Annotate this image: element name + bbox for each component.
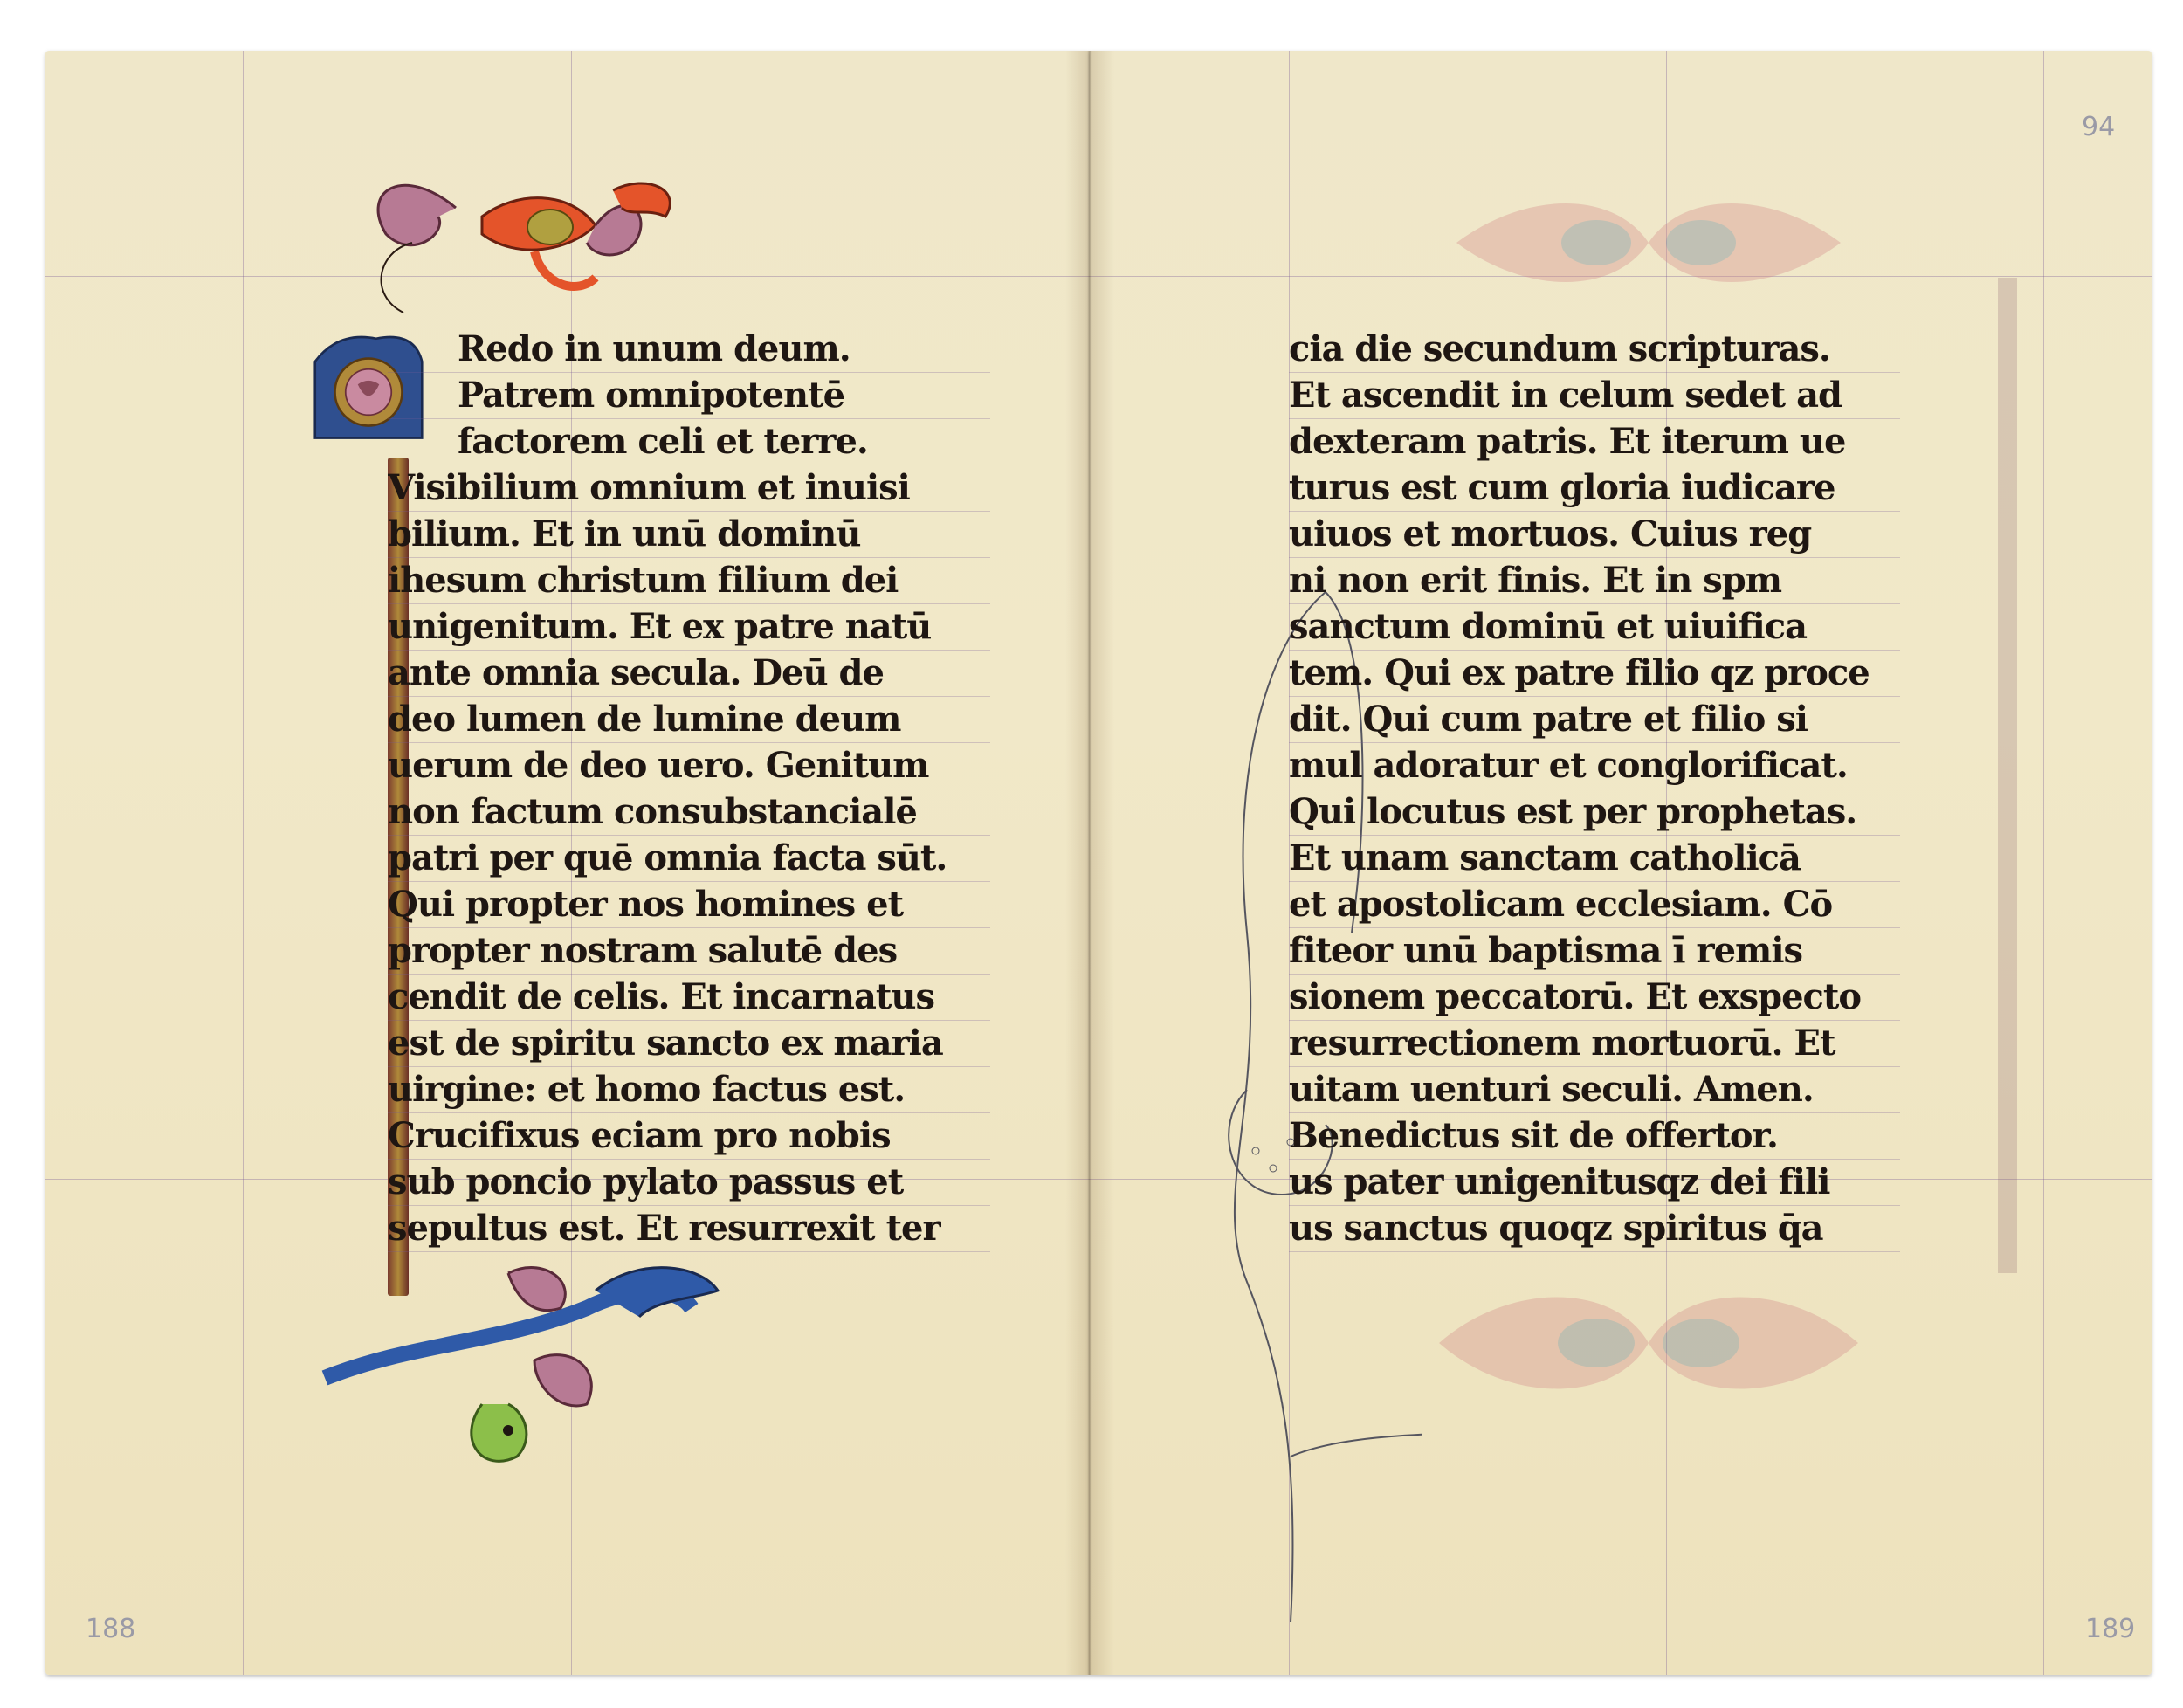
text-line: ni non erit finis. Et in spm bbox=[1289, 558, 1900, 604]
text-line: unigenitum. Et ex patre natū bbox=[388, 604, 990, 651]
text-line: us pater unigenitusqz dei fili bbox=[1289, 1160, 1900, 1206]
text-line: sionem peccatorū. Et exspecto bbox=[1289, 975, 1900, 1021]
left-page bbox=[45, 51, 1090, 1675]
text-line: Patrem omnipotentē bbox=[388, 373, 990, 419]
text-line: deo lumen de lumine deum bbox=[388, 697, 990, 743]
bottom-foliage-dragon bbox=[307, 1256, 796, 1483]
text-line: Redo in unum deum. bbox=[388, 327, 990, 373]
text-line: resurrectionem mortuorū. Et bbox=[1289, 1021, 1900, 1067]
text-line: cia die secundum scripturas. bbox=[1289, 327, 1900, 373]
book-gutter bbox=[1065, 51, 1114, 1675]
text-line: Benedictus sit de offertor. bbox=[1289, 1113, 1900, 1160]
text-line: propter nostram salutē des bbox=[388, 928, 990, 975]
folio-number-left: 188 bbox=[86, 1614, 136, 1644]
text-line: Crucifixus eciam pro nobis bbox=[388, 1113, 990, 1160]
text-line: ante omnia secula. Deū de bbox=[388, 651, 990, 697]
text-line: Et ascendit in celum sedet ad bbox=[1289, 373, 1900, 419]
show-through-ornament-bottom bbox=[1404, 1264, 1893, 1422]
ruling-line bbox=[243, 51, 244, 1675]
text-line: tem. Qui ex patre filio qz proce bbox=[1289, 651, 1900, 697]
text-line: Visibilium omnium et inuisi bbox=[388, 465, 990, 512]
text-line: mul adoratur et conglorificat. bbox=[1289, 743, 1900, 789]
text-line: cendit de celis. Et incarnatus bbox=[388, 975, 990, 1021]
text-line: dit. Qui cum patre et filio si bbox=[1289, 697, 1900, 743]
manuscript-spread bbox=[45, 51, 2152, 1675]
left-text-block bbox=[388, 327, 990, 1252]
right-text-block bbox=[1289, 327, 1900, 1252]
text-line: uirgine: et homo factus est. bbox=[388, 1067, 990, 1113]
text-line: sub poncio pylato passus et bbox=[388, 1160, 990, 1206]
text-line: est de spiritu sancto ex maria bbox=[388, 1021, 990, 1067]
text-line: us sanctus quoqz spiritus q̄a bbox=[1289, 1206, 1900, 1252]
text-line: sepultus est. Et resurrexit ter bbox=[388, 1206, 990, 1252]
top-foliage-ornament bbox=[334, 155, 700, 330]
text-line: ihesum christum filium dei bbox=[388, 558, 990, 604]
text-line: dexteram patris. Et iterum ue bbox=[1289, 419, 1900, 465]
right-page bbox=[1090, 51, 2152, 1675]
text-line: turus est cum gloria iudicare bbox=[1289, 465, 1900, 512]
text-line: uerum de deo uero. Genitum bbox=[388, 743, 990, 789]
text-line: et apostolicam ecclesiam. Cō bbox=[1289, 882, 1900, 928]
folio-number-top: 94 bbox=[2082, 112, 2116, 142]
ruling-line bbox=[2043, 51, 2044, 1675]
text-line: patri per quē omnia facta sūt. bbox=[388, 836, 990, 882]
text-line: Et unam sanctam catholicā bbox=[1289, 836, 1900, 882]
text-line: sanctum dominū et uiuifica bbox=[1289, 604, 1900, 651]
text-line: Qui propter nos homines et bbox=[388, 882, 990, 928]
folio-number-bottom: 189 bbox=[2085, 1614, 2136, 1644]
text-line: factorem celi et terre. bbox=[388, 419, 990, 465]
text-line: Qui locutus est per prophetas. bbox=[1289, 789, 1900, 836]
text-line: bilium. Et in unū dominū bbox=[388, 512, 990, 558]
text-line: uiuos et mortuos. Cuius reg bbox=[1289, 512, 1900, 558]
show-through-bar bbox=[1998, 278, 2017, 1273]
text-line: fiteor unū baptisma ī remis bbox=[1289, 928, 1900, 975]
text-line: non factum consubstancialē bbox=[388, 789, 990, 836]
show-through-ornament-top bbox=[1422, 173, 1876, 313]
text-line: uitam uenturi seculi. Amen. bbox=[1289, 1067, 1900, 1113]
